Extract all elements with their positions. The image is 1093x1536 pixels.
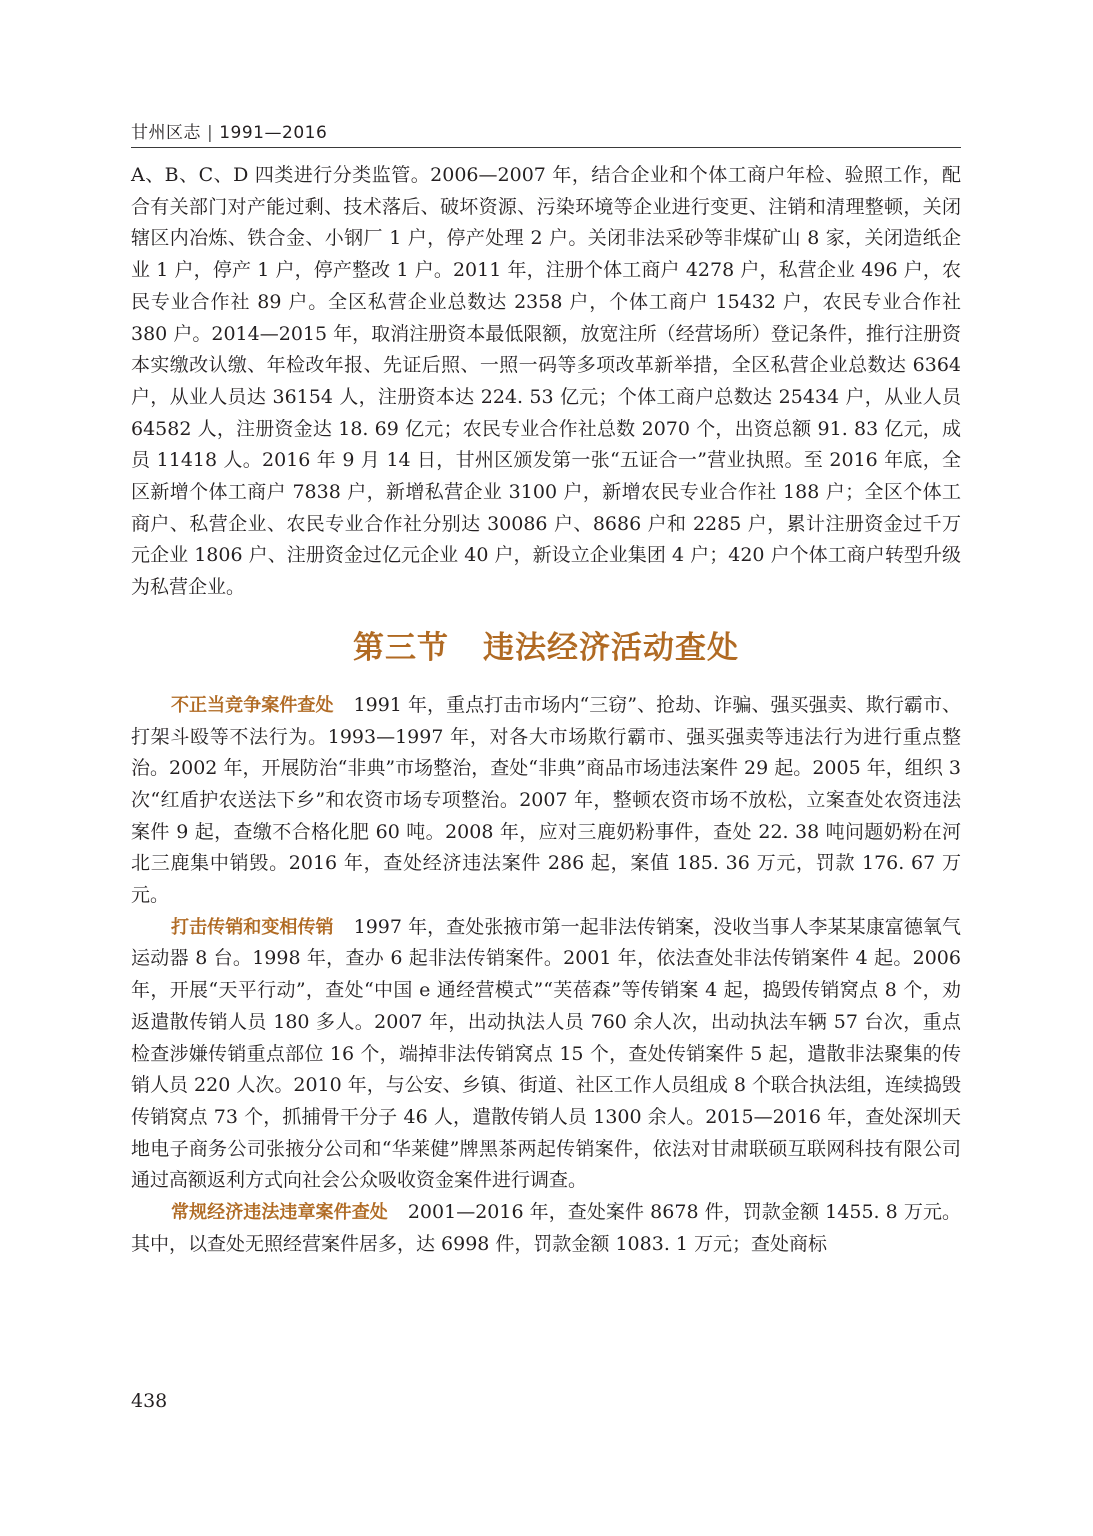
topic-paragraph-pyramid-selling bbox=[131, 912, 961, 1197]
topic-paragraph-unfair-competition bbox=[131, 690, 961, 912]
book-title: 甘州区志 bbox=[131, 123, 201, 143]
page-number: 438 bbox=[131, 1390, 168, 1412]
topic-heading: 不正当竞争案件查处 bbox=[171, 694, 334, 716]
topic-heading: 打击传销和变相传销 bbox=[171, 916, 334, 938]
topic-text: 1991 年，重点打击市场内“三窃”、抢劫、诈骗、强买强卖、欺行霸市、打架斗殴等不法行为。1993—1997 年，对各大市场欺行霸市、强买强卖等违法行为进行重点整治。2002 年，开展防治“非典”市场整治，查处“非典”商品市场违法案件 29 起。2005 年，组织 3 次“红盾护农送法下乡”和农资市场专项整治。2007 年，整顿农资市场不放松，立案查处农资违法案件 9 起，查缴不合格化肥 60 吨。2008 年，应对三鹿奶粉事件，查处 22. 38 吨问题奶粉在河北三鹿集中销毁。2016 年，查处经济违法案件 286 起，案值 185. 36 万元，罚款 176. 67 万元。 bbox=[131, 693, 962, 907]
topic-paragraph-routine-violations bbox=[131, 1197, 961, 1260]
header-separator: | bbox=[207, 123, 214, 143]
page-body bbox=[131, 160, 961, 1261]
header-years: 1991—2016 bbox=[219, 123, 328, 143]
topic-heading: 常规经济违法违章案件查处 bbox=[171, 1202, 388, 1224]
header-rule bbox=[131, 147, 961, 148]
topic-text: 2001—2016 年，查处案件 8678 件，罚款金额 1455. 8 万元。其中，以查处无照经营案件居多，达 6998 件，罚款金额 1083. 1 万元；查处商标 bbox=[131, 1201, 962, 1255]
section-number: 第三节 bbox=[353, 629, 449, 666]
intro-paragraph: A、B、C、D 四类进行分类监管。2006—2007 年，结合企业和个体工商户年检、验照工作，配合有关部门对产能过剩、技术落后、破坏资源、污染环境等企业进行变更、注销和清理整顿，关闭辖区内冶炼、铁合金、小钢厂 1 户，停产处理 2 户。关闭非法采砂等非煤矿山 8 家，关闭造纸企业 1 户，停产 1 户，停产整改 1 户。2011 年，注册个体工商户 4278 户，私营企业 496 户，农民专业合作社 89 户。全区私营企业总数达 2358 户，个体工商户 15432 户，农民专业合作社 380 户。2014—2015 年，取消注册资本最低限额，放宽注所（经营场所）登记条件，推行注册资本实缴改认缴、年检改年报、先证后照、一照一码等多项改革新举措，全区私营企业总数达 6364 户，从业人员达 36154 人，注册资本达 224. 53 亿元；个体工商户总数达 25434 户，从业人员 64582 人，注册资金达 18. 69 亿元；农民专业合作社总数 2070 个，出资总额 91. 83 亿元，成员 11418 人。2016 年 9 月 14 日，甘州区颁发第一张“五证合一”营业执照。至 2016 年底，全区新增个体工商户 7838 户，新增私营企业 3100 户，新增农民专业合作社 188 户；全区个体工商户、私营企业、农民专业合作社分别达 30086 户、8686 户和 2285 户，累计注册资金过千万元企业 1806 户、注册资金过亿元企业 40 户，新设立企业集团 4 户；420 户个体工商户转型升级为私营企业。 bbox=[131, 164, 961, 599]
running-head bbox=[131, 118, 327, 143]
topic-text: 1997 年，查处张掖市第一起非法传销案，没收当事人李某某康富德氧气运动器 8 台。1998 年，查办 6 起非法传销案件。2001 年，依法查处非法传销案件 4 起。2006 年，开展“天平行动”，查处“中国 e 通经营模式”“芙蓓森”等传销案 4 起，捣毁传销窝点 8 个，劝返遣散传销人员 180 多人。2007 年，出动执法人员 760 余人次，出动执法车辆 57 台次，重点检查涉嫌传销重点部位 16 个，端掉非法传销窝点 15 个，查处传销案件 5 起，遣散非法聚集的传销人员 220 人次。2010 年，与公安、乡镇、街道、社区工作人员组成 8 个联合执法组，连续捣毁传销窝点 73 个，抓捕骨干分子 46 人，遣散传销人员 1300 余人。2015—2016 年，查处深圳天地电子商务公司张掖分公司和“华莱健”牌黑茶两起传销案件，依法对甘肃联硕互联网科技有限公司通过高额返利方式向社会公众吸收资金案件进行调查。 bbox=[131, 915, 961, 1192]
section-title bbox=[131, 626, 961, 670]
section-name: 违法经济活动查处 bbox=[483, 629, 739, 666]
